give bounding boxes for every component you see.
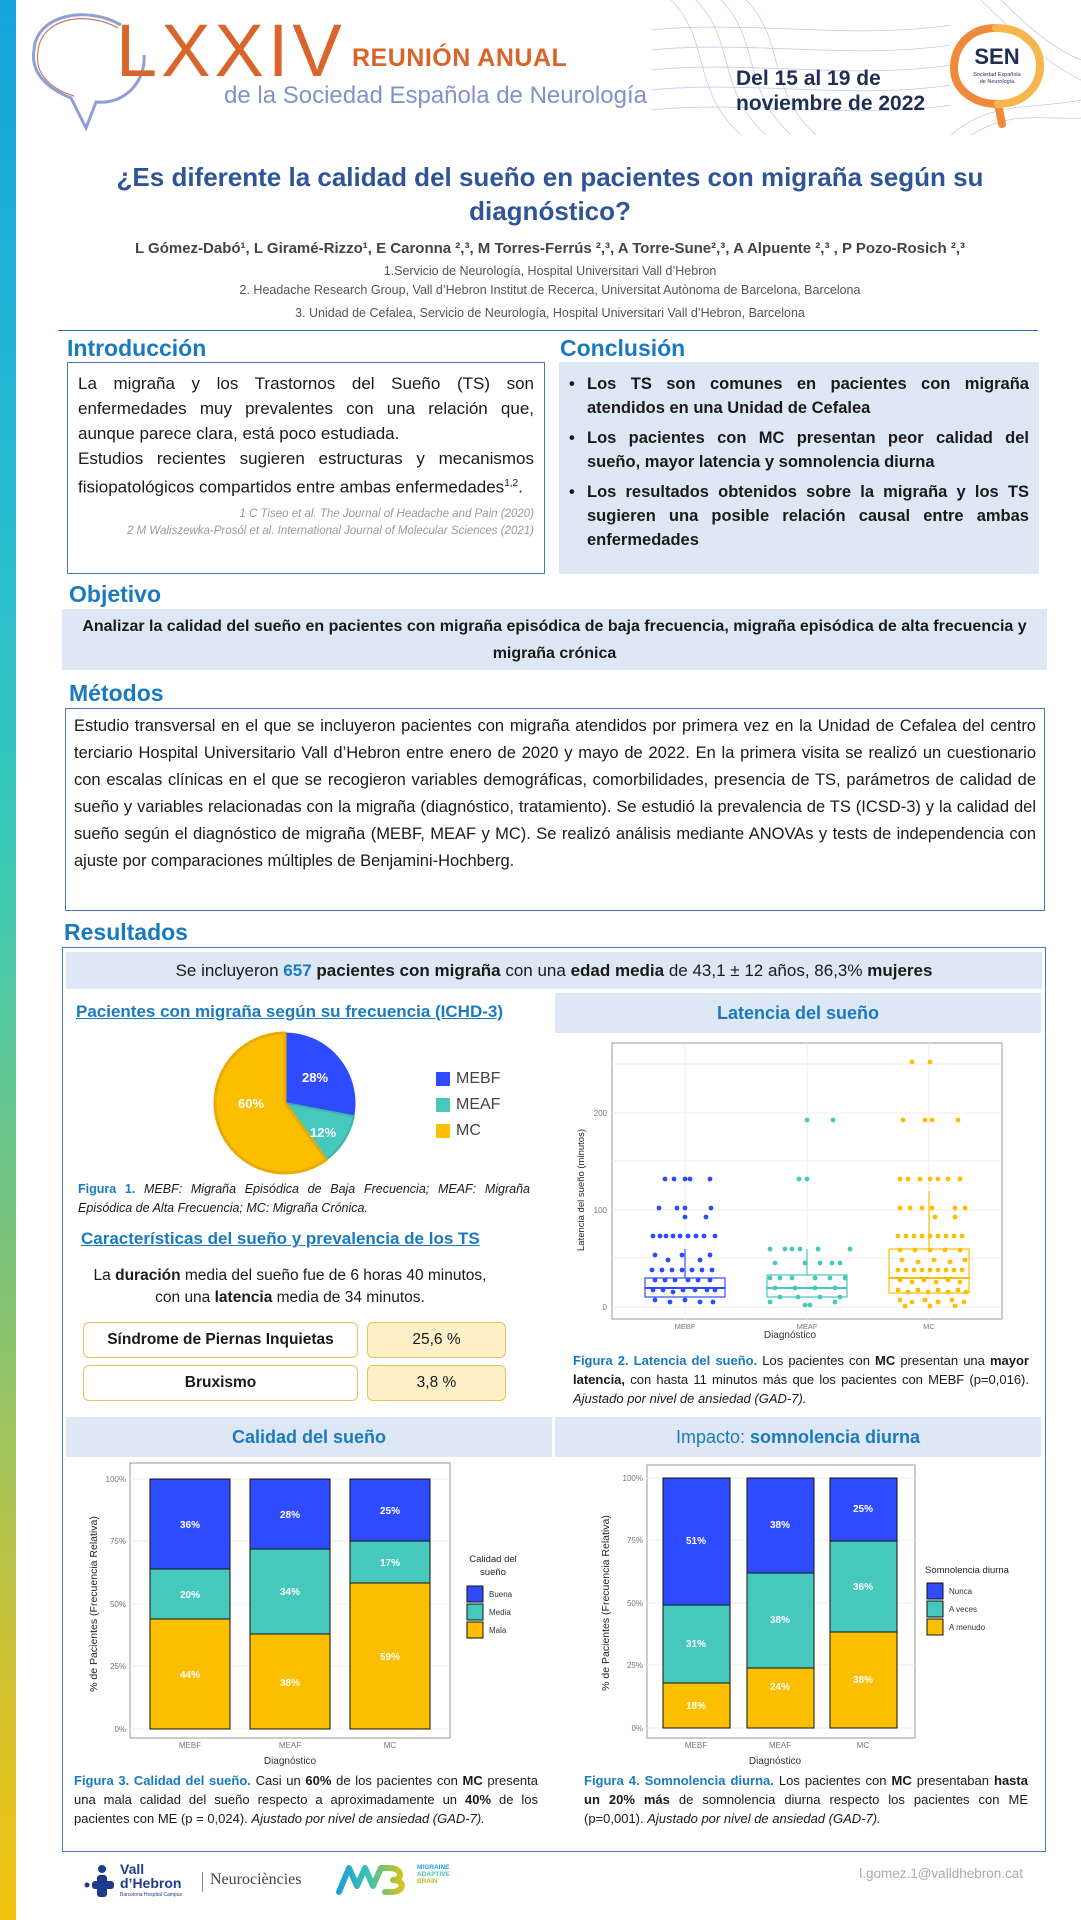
methods-heading: Métodos	[69, 680, 164, 706]
svg-text:Nunca: Nunca	[949, 1587, 973, 1596]
latency-boxplot	[570, 1040, 1010, 1330]
prevalence-label-rls: Síndrome de Piernas Inquietas	[83, 1322, 358, 1358]
svg-text:SEN: SEN	[974, 44, 1020, 69]
somnolence-heading: Impacto: somnolencia diurna	[555, 1417, 1041, 1457]
svg-text:100%: 100%	[105, 1475, 126, 1484]
svg-text:18%: 18%	[685, 1701, 707, 1712]
svg-text:36%: 36%	[179, 1520, 201, 1531]
meeting-dates: Del 15 al 19 de noviembre de 2022	[736, 67, 926, 115]
poster-title: ¿Es diferente la calidad del sueño en pacientes con migraña según su diagnóstico?	[116, 162, 984, 226]
svg-text:0: 0	[602, 1303, 607, 1312]
svg-text:MC: MC	[923, 1322, 935, 1331]
svg-text:38%: 38%	[769, 1615, 791, 1626]
svg-text:75%: 75%	[109, 1537, 126, 1546]
svg-text:Buena: Buena	[489, 1590, 513, 1599]
svg-text:% de Pacientes (Frecuencia Rel: % de Pacientes (Frecuencia Relativa)	[88, 1516, 100, 1692]
svg-text:100: 100	[593, 1206, 607, 1215]
legend-item-mc: MC	[436, 1118, 500, 1144]
svg-text:200: 200	[593, 1109, 607, 1118]
results-summary: Se incluyeron 657 pacientes con migraña con una edad media de 43,1 ± 12 años, 86,3% mujeres	[66, 952, 1042, 989]
svg-text:de Neurología: de Neurología	[979, 79, 1015, 85]
sleep-quality-chart	[85, 1460, 535, 1750]
objective-box	[62, 609, 1047, 670]
svg-text:44%: 44%	[179, 1670, 201, 1681]
svg-text:MEBF: MEBF	[178, 1741, 202, 1750]
author-list: L Gómez-Dabó¹, L Giramé-Rizzo¹, E Caronna ²,³, M Torres-Ferrús ²,³, A Torre-Sune²,³, A Alpuente ²,³ , P Pozo-Rosich ²,³	[134, 240, 966, 257]
svg-text:25%: 25%	[379, 1506, 401, 1517]
somnolence-chart	[595, 1460, 1045, 1750]
prevalence-label-bruxism: Bruxismo	[83, 1365, 358, 1401]
sleep-characteristics-heading: Características del sueño y prevalencia de los TS	[81, 1229, 480, 1248]
svg-text:Latencia del sueño (minutos): Latencia del sueño (minutos)	[576, 1129, 587, 1251]
conference-banner	[16, 0, 1081, 135]
prevalence-value-bruxism: 3,8 %	[367, 1365, 506, 1401]
svg-text:24%: 24%	[769, 1682, 791, 1693]
svg-text:MC: MC	[856, 1741, 870, 1750]
svg-text:28%: 28%	[279, 1510, 301, 1521]
svg-text:17%: 17%	[379, 1558, 401, 1569]
svg-text:25%: 25%	[109, 1662, 126, 1671]
svg-text:MEAF: MEAF	[278, 1741, 302, 1750]
conclusion-item: • Los pacientes con MC presentan peor calidad del sueño, mayor latencia y somnolencia diurna	[567, 426, 1029, 474]
affiliation-2: 2. Headache Research Group, Vall d’Hebron Institut de Recerca, Universitat Autònoma de Barcelona, Barcelona	[239, 283, 861, 297]
latency-xlabel: Diagnóstico	[763, 1330, 817, 1341]
figure-2-caption: Figura 2. Latencia del sueño. Los pacientes con MC presentan una mayor latencia, con hasta 11 minutos más que los pacientes con MEBF (p=0,016). Ajustado por nivel de ansiedad (GAD-7).	[573, 1353, 1029, 1406]
conclusion-box	[559, 362, 1039, 574]
svg-text:0%: 0%	[631, 1724, 643, 1733]
svg-text:38%: 38%	[769, 1520, 791, 1531]
intro-heading: Introducción	[67, 335, 207, 361]
divider	[58, 330, 1038, 331]
svg-text:38%: 38%	[852, 1675, 874, 1686]
methods-text: Estudio transversal en el que se incluyeron pacientes con migraña atendidos por primera vez en la Unidad de Cefalea del centro terciario Hospital Universitario Vall d’Hebron entre enero de 2020 y mayo de 2022. En la primera visita se realizó un cuestionario con escalas clínicas en el que se recogieron variables demográficas, comorbilidades, presencia de TS, parámetros de calidad de sueño y variables relacionadas con la migraña (diagnóstico, tratamiento). Se estudió la prevalencia de TS (ICSD-3) y la calidad del sueño según el diagnóstico de migraña (MEBF, MEAF y MC). Se realizó análisis mediante ANOVAs y tests de independencia con ajuste por comparaciones múltiples de Benjamini-Hochberg.	[74, 717, 1036, 870]
affiliation-1: 1.Servicio de Neurología, Hospital Universitari Vall d’Hebron	[383, 264, 717, 278]
references: 1 C Tiseo et al. The Journal of Headache and Pain (2020) 2 M Waliszewka-Prosól et al. International Journal of Molecular Sciences (2021)	[127, 507, 534, 537]
mab-logo: MIGRAINE ADAPTIVE BRAIN	[335, 1862, 455, 1904]
prevalence-value-rls: 25,6 %	[367, 1322, 506, 1358]
sleep-quality-xlabel: Diagnóstico	[263, 1756, 317, 1767]
pie-chart-heading: Pacientes con migraña según su frecuencia (ICHD-3)	[76, 1002, 504, 1021]
svg-text:31%: 31%	[685, 1639, 707, 1650]
decorative-gradient-bar	[0, 0, 16, 1920]
svg-text:MEBF: MEBF	[684, 1741, 708, 1750]
intro-paragraph-1: La migraña y los Trastornos del Sueño (TS) son enfermedades muy prevalentes con una relación que, aunque parece clara, está poco estudiada.	[78, 374, 534, 443]
objective-heading: Objetivo	[69, 581, 162, 607]
conclusion-heading: Conclusión	[560, 335, 686, 361]
svg-text:MEAF: MEAF	[796, 1322, 818, 1331]
svg-text:Somnolencia diurna: Somnolencia diurna	[925, 1565, 1009, 1576]
contact-email[interactable]: l.gomez.1@valldhebron.cat	[859, 1866, 1023, 1881]
svg-text:12%: 12%	[309, 1125, 337, 1140]
svg-text:Calidad del: Calidad del	[469, 1554, 517, 1565]
pie-legend	[436, 1066, 500, 1144]
pie-chart	[210, 1028, 360, 1178]
svg-text:25%: 25%	[626, 1661, 643, 1670]
intro-box	[67, 362, 545, 574]
sen-logo-icon	[946, 20, 1046, 130]
legend-item-mebf: MEBF	[436, 1066, 500, 1092]
svg-text:MC: MC	[383, 1741, 397, 1750]
svg-text:Sociedad Española: Sociedad Española	[973, 72, 1021, 78]
svg-text:100%: 100%	[622, 1474, 643, 1483]
hospital-cross-icon	[84, 1864, 118, 1900]
figure-4-caption: Figura 4. Somnolencia diurna. Los pacientes con MC presentaban hasta un 20% más de somnolencia diurna respecto los pacientes con ME (p=0,001). Ajustado por nivel de ansiedad (GAD-7).	[584, 1773, 1028, 1826]
society-name: de la Sociedad Española de Neurología	[224, 82, 647, 109]
svg-text:% de Pacientes (Frecuencia Rel: % de Pacientes (Frecuencia Relativa)	[600, 1515, 612, 1691]
svg-text:38%: 38%	[279, 1678, 301, 1689]
svg-text:Mala: Mala	[489, 1626, 507, 1635]
svg-text:MEBF: MEBF	[674, 1322, 696, 1331]
intro-paragraph-2: Estudios recientes sugieren estructuras y mecanismos fisiopatológicos compartidos entre ambas enfermedades$^{1,2}$.	[78, 449, 534, 497]
conclusion-item: • Los resultados obtenidos sobre la migraña y los TS sugieren una posible relación causal entre ambas enfermedades	[567, 480, 1029, 552]
results-heading: Resultados	[64, 919, 188, 945]
svg-text:34%: 34%	[279, 1587, 301, 1598]
svg-text:sueño: sueño	[480, 1567, 506, 1578]
svg-text:A menudo: A menudo	[949, 1623, 986, 1632]
figure-1-caption: Figura 1. MEBF: Migraña Episódica de Baja Frecuencia; MEAF: Migraña Episódica de Alta Frecuencia; MC: Migraña Crónica.	[78, 1182, 530, 1215]
sleep-summary-text: La duración media del sueño fue de 6 horas 40 minutos, con una latencia media de 34 minutos.	[93, 1267, 487, 1306]
latency-heading: Latencia del sueño	[555, 993, 1041, 1033]
sleep-quality-heading: Calidad del sueño	[66, 1417, 552, 1457]
svg-text:60%: 60%	[237, 1096, 265, 1111]
svg-text:75%: 75%	[626, 1536, 643, 1545]
svg-text:0%: 0%	[114, 1725, 126, 1734]
methods-box	[65, 708, 1045, 911]
svg-text:50%: 50%	[109, 1600, 126, 1609]
svg-text:20%: 20%	[179, 1590, 201, 1601]
svg-text:28%: 28%	[301, 1070, 329, 1085]
svg-text:Media: Media	[489, 1608, 511, 1617]
svg-text:51%: 51%	[685, 1536, 707, 1547]
affiliation-3: 3. Unidad de Cefalea, Servicio de Neurología, Hospital Universitari Vall d’Hebron, Barcelona	[295, 306, 805, 320]
somnolence-xlabel: Diagnóstico	[748, 1756, 802, 1767]
conclusion-item: • Los TS son comunes en pacientes con migraña atendidos en una Unidad de Cefalea	[567, 372, 1029, 420]
figure-3-caption: Figura 3. Calidad del sueño. Casi un 60% de los pacientes con MC presenta una mala calidad del sueño respecto a aproximadamente un 40% de los pacientes con ME (p = 0,024). Ajustado por nivel de ansiedad (GAD-7).	[74, 1773, 539, 1826]
legend-item-meaf: MEAF	[436, 1092, 500, 1118]
edition-number: LXXIV	[116, 9, 346, 92]
objective-text: Analizar la calidad del sueño en pacientes con migraña episódica de baja frecuencia, migraña episódica de alta frecuencia y migraña crónica	[82, 618, 1027, 662]
svg-text:MEAF: MEAF	[768, 1741, 792, 1750]
svg-text:50%: 50%	[626, 1599, 643, 1608]
conclusion-list	[559, 362, 1039, 552]
vall-hebron-logo: Vall d’Hebron Barcelona Hospital Campus Neurociències	[84, 1862, 324, 1904]
meeting-label: REUNIÓN ANUAL	[352, 44, 568, 72]
svg-text:36%: 36%	[852, 1582, 874, 1593]
mab-mark-icon	[335, 1862, 415, 1896]
svg-text:A veces: A veces	[949, 1605, 978, 1614]
svg-text:25%: 25%	[852, 1504, 874, 1515]
svg-text:59%: 59%	[379, 1652, 401, 1663]
